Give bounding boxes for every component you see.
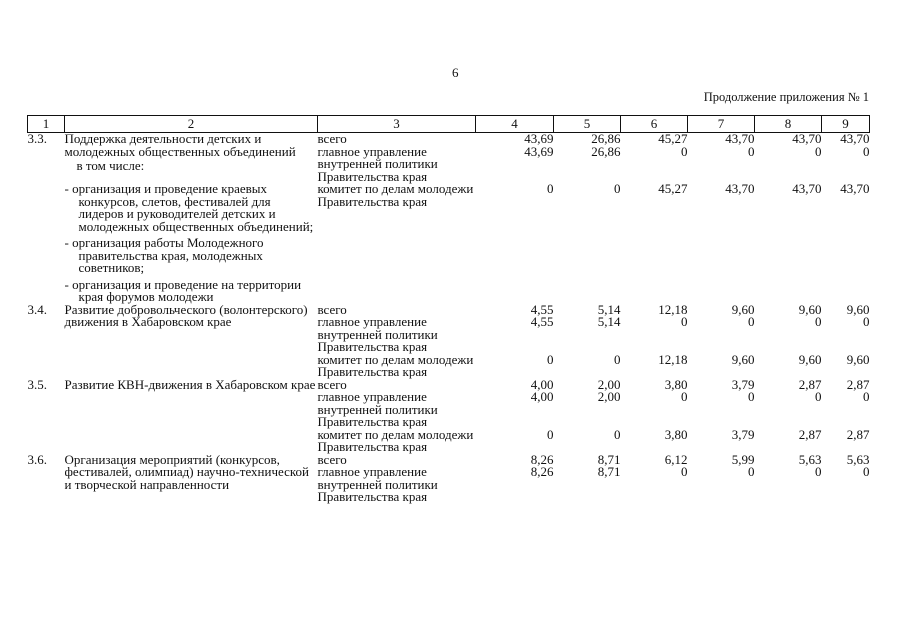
value-cell: 43,70 [840, 131, 870, 146]
value-cell: 8,26 [530, 451, 554, 467]
item-code: 3.6. [27, 451, 47, 467]
value-cell: 0 [863, 464, 870, 479]
executor-cell: комитет по делам молодежи Правительства края [317, 181, 474, 209]
header-cell: 5 [554, 116, 621, 133]
value-cell: 43,70 [840, 181, 870, 196]
page-number: 6 [452, 65, 459, 80]
value-cell: 0 [614, 426, 621, 442]
item-title: Развитие добровольческого (волонтерского) движения в Хабаровском крае [64, 301, 308, 329]
value-cell: 26,86 [591, 131, 621, 146]
table-row [28, 304, 870, 317]
value-cell: 4,55 [530, 314, 554, 329]
item-title [65, 133, 318, 184]
header-cell: 6 [621, 116, 688, 133]
value-cell: 8,26 [530, 464, 554, 479]
table-row [28, 133, 870, 146]
value-cell: 2,87 [846, 426, 870, 442]
executor-cell: главное управление внутренней политики Правительства края [317, 464, 438, 504]
value-cell: 3,79 [731, 426, 755, 442]
header-cell: 2 [65, 116, 318, 133]
including-label: в том числе: [76, 158, 145, 173]
value-cell: 0 [547, 351, 554, 367]
value-cell: 26,86 [591, 143, 621, 159]
value-cell: 0 [863, 389, 870, 404]
value-cell: 0 [815, 389, 822, 404]
value-cell: 2,00 [597, 389, 621, 404]
value-cell: 9,60 [846, 351, 870, 367]
table-row [28, 183, 870, 304]
value-cell: 43,69 [524, 143, 554, 159]
value-cell: 9,60 [731, 301, 755, 317]
value-cell: 9,60 [798, 301, 822, 317]
executor-cell: главное управление внутренней политики Правительства края [317, 143, 438, 184]
value-cell: 0 [815, 143, 822, 159]
header-cell: 9 [822, 116, 870, 133]
value-cell: 0 [748, 464, 755, 479]
value-cell: 2,87 [798, 376, 822, 392]
value-cell: 0 [815, 314, 822, 329]
value-cell: 5,99 [731, 451, 755, 467]
value-cell: 5,14 [597, 301, 621, 317]
value-cell: 0 [547, 181, 554, 196]
value-cell: 5,14 [597, 314, 621, 329]
header-cell: 3 [318, 116, 476, 133]
table-row [28, 379, 870, 392]
value-cell: 0 [748, 143, 755, 159]
executor-cell: всего [317, 376, 347, 392]
value-cell: 43,70 [792, 181, 822, 196]
header-cell: 8 [755, 116, 822, 133]
value-cell: 4,00 [530, 376, 554, 392]
value-cell: 3,80 [664, 376, 688, 392]
executor-cell: всего [317, 451, 347, 467]
sub-items [65, 183, 318, 304]
executor-cell: всего [317, 301, 347, 317]
value-cell: 9,60 [731, 351, 755, 367]
value-cell: 2,00 [597, 376, 621, 392]
value-cell: 5,63 [846, 451, 870, 467]
value-cell: 4,00 [530, 389, 554, 404]
value-cell: 2,87 [846, 376, 870, 392]
value-cell: 0 [614, 181, 621, 196]
table-row [28, 454, 870, 467]
value-cell: 45,27 [658, 181, 688, 196]
value-cell: 43,70 [792, 131, 822, 146]
item-title: Развитие КВН-движения в Хабаровском крае [64, 376, 316, 392]
value-cell: 3,79 [731, 376, 755, 392]
budget-table [27, 115, 870, 504]
value-cell: 0 [748, 314, 755, 329]
value-cell: 5,63 [798, 451, 822, 467]
sub-item: - организация и проведение на территории края форумов молодежи [64, 276, 302, 304]
value-cell: 3,80 [664, 426, 688, 442]
executor-cell: главное управление внутренней политики Правительства края [317, 389, 438, 429]
value-cell: 45,27 [658, 131, 688, 146]
value-cell: 8,71 [597, 451, 621, 467]
item-code: 3.5. [27, 376, 47, 392]
value-cell: 0 [547, 426, 554, 442]
value-cell: 6,12 [664, 451, 688, 467]
value-cell: 4,55 [530, 301, 554, 317]
item-title-text: Поддержка деятельности детских и молодежных общественных объединений [64, 131, 296, 159]
executor-cell: комитет по делам молодежи Правительства края [317, 351, 474, 379]
value-cell: 0 [815, 464, 822, 479]
value-cell: 2,87 [798, 426, 822, 442]
value-cell: 43,70 [725, 131, 755, 146]
value-cell: 9,60 [846, 301, 870, 317]
value-cell: 0 [681, 389, 688, 404]
table-header-row [28, 116, 870, 133]
sub-item: - организация и проведение краевых конкурсов, слетов, фестивалей для лидеров и руководителей детских и молодежных общественных объединений; [64, 181, 314, 234]
value-cell: 43,69 [524, 131, 554, 146]
value-cell: 8,71 [597, 464, 621, 479]
value-cell: 43,70 [725, 181, 755, 196]
value-cell: 0 [863, 143, 870, 159]
executor-cell: главное управление внутренней политики Правительства края [317, 314, 438, 354]
value-cell: 0 [681, 143, 688, 159]
item-code: 3.4. [27, 301, 47, 317]
value-cell: 0 [681, 314, 688, 329]
item-title: Организация мероприятий (конкурсов, фестивалей, олимпиад) научно-технической и творческой направленности [64, 451, 309, 492]
appendix-continuation-note: Продолжение приложения № 1 [703, 90, 869, 104]
executor-cell: всего [317, 131, 347, 146]
item-code: 3.3. [27, 131, 47, 146]
value-cell: 0 [681, 464, 688, 479]
value-cell: 12,18 [658, 301, 688, 317]
executor-cell: комитет по делам молодежи Правительства края [317, 426, 474, 454]
value-cell: 12,18 [658, 351, 688, 367]
header-cell: 4 [476, 116, 554, 133]
value-cell: 9,60 [798, 351, 822, 367]
value-cell: 0 [614, 351, 621, 367]
value-cell: 0 [748, 389, 755, 404]
sub-item: - организация работы Молодежного правительства края, молодежных советников; [64, 235, 264, 275]
value-cell: 0 [863, 314, 870, 329]
header-cell: 1 [28, 116, 65, 133]
header-cell: 7 [688, 116, 755, 133]
